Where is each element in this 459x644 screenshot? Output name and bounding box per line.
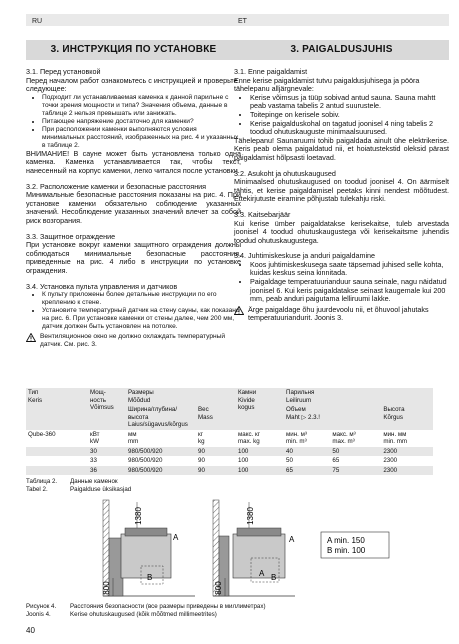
th-dims-whd: Ширина/глубина/ высота Laius/sügavus/kõrgus (126, 405, 196, 430)
table-cell: 36 (88, 466, 126, 476)
et-s31-note: Tähelepanu! Saunaruumi tohib paigaldada ainult ühe elektrikerise. Keris peab olema paigaldatud nii, et hoiatustekstid oleksid pärast paigaldamist hõlpsasti loetavad. (234, 135, 449, 162)
et-s34-warning (234, 306, 449, 323)
table-cell: 50 (330, 447, 381, 457)
stones (237, 528, 281, 536)
ru-s31 (26, 68, 241, 176)
figure-caption-ru-label: Рисунок 4. (26, 603, 57, 610)
ru-s34-warning-text: Вентиляционное окно не должно охлаждать температурный датчик. См. рис. 3. (40, 333, 226, 349)
table-caption-ru: Данные каменок (70, 478, 118, 485)
legend-a: A min. 150 (327, 536, 365, 545)
label-b: B (147, 573, 153, 582)
th-volume: Объем Maht (286, 406, 306, 421)
table-caption-ru-label: Таблица 2. (26, 478, 58, 485)
table-caption-et-label: Tabel 2. (26, 485, 48, 493)
ru-s33-text: При установке вокруг каменки защитного ограждения должны соблюдаться минимальные безопасные расстояния, приведенные на рис. 4 либо в инструкции по установке ограждения. (26, 240, 241, 275)
table-cell: 33 (90, 457, 97, 464)
lang-code-ru: RU (32, 18, 43, 25)
table-row (26, 466, 433, 476)
label-a: A (259, 569, 265, 578)
page-number: 40 (26, 626, 35, 635)
table-cell: 2300 (381, 466, 433, 476)
lang-code-et: ET (238, 18, 247, 25)
ru-s32 (26, 183, 241, 226)
ru-s33-title: 3.3. Защитное ограждение (26, 231, 116, 241)
figure-caption-et-label: Joonis 4. (26, 610, 51, 618)
table-row (26, 456, 433, 466)
lang-tab-right (234, 14, 449, 26)
heater-spec-table (26, 388, 433, 475)
table-cell: 50 (286, 457, 293, 464)
table-cell: 90 (196, 447, 236, 457)
diagram-front-view (213, 500, 295, 596)
unit-height: мин. мм min. mm (383, 430, 408, 445)
et-s31-intro: Enne kerise paigaldamist tutvu paigaldusjuhisega ja pööra tähelepanu alljärgnevale: (234, 75, 420, 94)
table-cell: 2300 (383, 457, 398, 464)
et-s34-item: • Koos juhtimiskeskusega saate täpsemad juhised selle kohta, kuidas keskus seina kinnitada. (250, 261, 449, 278)
lang-tab-left (26, 14, 241, 26)
et-column (234, 40, 449, 323)
stones (125, 528, 167, 536)
safety-distance-diagram (75, 498, 435, 600)
ru-s34-warning (26, 333, 241, 349)
ru-s34-title: 3.4. Установка пульта управления и датчиков (26, 281, 178, 291)
table-row (26, 447, 433, 457)
table-cell: 90 (198, 457, 205, 464)
table-cell: 75 (330, 466, 381, 476)
th-room: Парильня Leiliruum (284, 388, 433, 405)
ru-s34 (26, 283, 241, 350)
legend-b: B min. 100 (327, 546, 366, 555)
unit-volume-min: мин. м³ min. m³ (286, 430, 307, 445)
figure-caption-ru: Расстояния безопасности (все размеры приведены в миллиметрах) (70, 603, 266, 610)
th-volume-cell (284, 405, 381, 430)
label-a: A (173, 533, 179, 542)
th-type: Тип Keris (26, 388, 88, 430)
label-b: B (271, 573, 277, 582)
dimension-800: 800 (102, 581, 111, 595)
et-section-title: 3. PAIGALDUSJUHIS (234, 40, 449, 60)
table-cell: 30 (88, 447, 126, 457)
ru-s31-item: • Питающее напряжение достаточно для каменки? (42, 118, 241, 126)
ru-s31-note: ВНИМАНИЕ! В сауне может быть установлена только одна каменка. Каменка устанавливается так, чтобы текст, нанесенный на корпус каменки, легко читался после установки. (26, 148, 241, 175)
ru-s31-title: 3.1. Перед установкой (26, 67, 101, 76)
et-s33 (234, 211, 449, 245)
dimension-1380: 1380 (246, 507, 255, 525)
et-s31 (234, 68, 449, 163)
ru-s32-title: 3.2. Расположение каменки и безопасные расстояния (26, 181, 207, 191)
et-s34-title: 3.4. Juhtimiskeskuse ja anduri paigaldamine (234, 251, 376, 261)
et-s34-warning-text: Ärge paigaldage õhu juurdevoolu nii, et õhuvool jahutaks temperatuuriandurit. Joonis 3. (248, 304, 429, 323)
table-cell: 100 (238, 457, 249, 464)
unit-weight: кг kg (198, 430, 205, 445)
th-power: Мощ- ность Võimsus (88, 388, 126, 430)
th-height: Высота Kõrgus (381, 405, 433, 430)
table-cell: 980/500/920 (126, 447, 196, 457)
table-model: Qube-360 (28, 430, 56, 438)
distance-legend (321, 532, 389, 558)
et-s33-title: 3.3. Kaitsebarjäär (234, 209, 291, 219)
et-s34-item: • Paigaldage temperatuurianduur sauna seinale, nagu näidatud joonisel 6. Kui keris paigaldatakse seinast kaugemale kui 200 mm, peab anduri paigutama lelliruumi lakke. (250, 278, 449, 304)
unit-volume-max: макс. м³ max. m³ (332, 430, 356, 445)
th-dims: Размеры Mõõdud (126, 388, 236, 405)
table-cell: 100 (236, 466, 284, 476)
th-stones: Камни Kivide kogus (236, 388, 284, 430)
ru-s34-item: • Установите температурный датчик на стену сауны, как показано на рис. 6. При установке каменки от стены далее, чем 200 мм, датчик должен быть установлен на потолке. (42, 307, 241, 331)
et-s33-text: Kui kerise ümber paigaldatakse kerisekaitse, tuleb arvestada joonisel 4 toodud ohutuskaugustega või kerisekaitsme juhendis toodud ohutuskaugustega. (234, 218, 449, 245)
et-s32-title: 3.2. Asukoht ja ohutuskaugused (234, 168, 336, 178)
et-s32 (234, 170, 449, 204)
dimension-1380: 1380 (134, 507, 143, 525)
ru-column (26, 40, 241, 349)
heater-body (121, 534, 171, 578)
et-s32-text: Minimaalsed ohutuskaugused on toodud joonisel 4. On äärmiselt tähtis, et kerise paigaldamisel peetaks kinni nendest mõõtudest. Ettekirjutuste eiramine põhjustab tulekahju riski. (234, 177, 449, 204)
warning-icon (26, 333, 36, 342)
unit-dims: мм mm (128, 430, 139, 445)
table-caption-et: Paigalduse üksikasjad (70, 485, 132, 493)
dimension-800: 800 (214, 581, 223, 595)
table-cell: 65 (332, 457, 340, 464)
label-a: A (289, 535, 295, 544)
ru-s32-text: Минимальные безопасные расстояния показаны на рис. 4. При установке каменки обязательно соблюдение указанных значений. Несоблюдение указанных значений влечет за собой риск возгорания. (26, 190, 241, 225)
ru-s31-item: • При расположении каменки выполняются условия минимальных расстояний, изображенных на рис. 4 и указанных в таблице 2. (42, 126, 241, 150)
table-cell: 40 (284, 447, 330, 457)
table-cell: 980/500/920 (126, 466, 196, 476)
figure-caption (26, 603, 266, 618)
table-cell: 2300 (381, 447, 433, 457)
table-cell: 65 (284, 466, 330, 476)
et-s31-item: • Toitepinge on kerisele sobiv. (250, 111, 449, 120)
table-caption (26, 478, 131, 493)
unit-stones: макс. кг max. kg (238, 430, 260, 445)
et-s31-item: • Kerise võimsus ja tüüp sobivad antud sauna. Sauna mahtt peab vastama tabelis 2 antud suurustele. (250, 94, 449, 111)
ru-s31-item: • Подходит ли устанавливаемая каменка к данной парильне с точки зрения мощности и типа? Значения объема, данные в таблице 2 нельзя превышать или занижать. (42, 94, 241, 118)
table-cell: 90 (196, 466, 236, 476)
ru-s33 (26, 233, 241, 276)
et-s31-item: • Kerise paigalduskohal on tagatud joonisel 4 ning tabelis 2 toodud ohutuskauguste minimaalsuurused. (250, 120, 449, 137)
ru-s34-item: • К пульту приложены более детальные инструкции по его креплению к стене. (42, 291, 241, 307)
diagram-side-view (102, 500, 195, 596)
et-s34 (234, 252, 449, 323)
warning-icon (234, 306, 244, 315)
ru-section-title: 3. ИНСТРУКЦИЯ ПО УСТАНОВКЕ (26, 40, 241, 60)
table-cell: 100 (236, 447, 284, 457)
th-volume-note: ▷ 2.3.! (301, 413, 321, 421)
figure-caption-et: Kerise ohutuskaugused (kõik mõõtmed millimeetrites) (70, 610, 217, 618)
unit-power: кВт kW (90, 430, 100, 445)
th-weight: Вес Mass (196, 405, 236, 430)
et-s31-title: 3.1. Enne paigaldamist (234, 67, 308, 76)
ru-s31-intro: Перед началом работ ознакомьтесь с инструкцией и проверьте следующее: (26, 75, 238, 94)
table-cell: 980/500/920 (128, 457, 163, 464)
